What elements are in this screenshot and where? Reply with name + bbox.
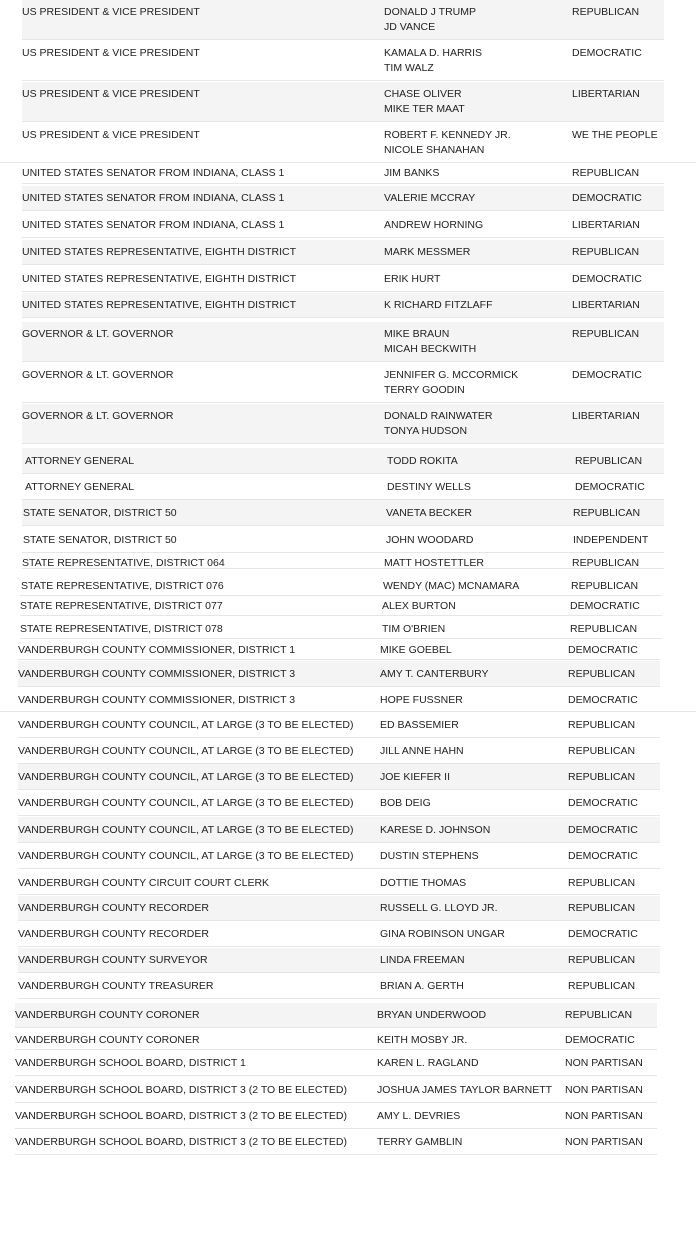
candidate-cell [377,1008,486,1023]
office-cell: US PRESIDENT & VICE PRESIDENT [22,88,200,100]
office-cell: STATE REPRESENTATIVE, DISTRICT 076 [21,580,224,592]
candidate-cell [382,599,456,614]
party-cell: DEMOCRATIC [572,273,642,285]
office-cell: US PRESIDENT & VICE PRESIDENT [22,129,200,141]
table-row [22,293,664,318]
candidate-cell [384,272,440,287]
party-cell: REPUBLICAN [568,771,636,783]
candidate-name: JILL ANNE HAHN [380,745,464,757]
office-cell: STATE SENATOR, DISTRICT 50 [23,507,177,519]
candidate-name: AMY T. CANTERBURY [380,668,489,680]
candidate-name: DESTINY WELLS [387,481,471,493]
office-cell: GOVERNOR & LT. GOVERNOR [22,369,174,381]
candidate-cell [384,327,476,356]
table-row [18,843,660,869]
party-cell: NON PARTISAN [565,1084,643,1096]
office-cell: UNITED STATES SENATOR FROM INDIANA, CLASS 1 [22,219,285,231]
candidate-cell [384,368,518,397]
party-cell: NON PARTISAN [565,1110,643,1122]
party-cell: LIBERTARIAN [572,88,640,100]
candidate-cell [380,770,450,785]
candidate-cell [377,1056,479,1071]
office-cell: UNITED STATES REPRESENTATIVE, EIGHTH DISTRICT [22,273,296,285]
office-cell: US PRESIDENT & VICE PRESIDENT [22,47,200,59]
office-cell: VANDERBURGH COUNTY CORONER [15,1034,200,1046]
office-cell: VANDERBURGH COUNTY SURVEYOR [18,954,208,966]
party-cell: REPUBLICAN [565,1009,633,1021]
table-row [22,404,664,444]
office-cell: ATTORNEY GENERAL [25,455,135,467]
candidate-cell [377,1033,467,1048]
table-row [18,896,660,921]
candidate-name: HOPE FUSSNER [380,694,463,706]
candidate-name: WENDY (MAC) MCNAMARA [383,580,520,592]
office-cell: VANDERBURGH COUNTY CORONER [15,1009,200,1021]
office-cell: UNITED STATES REPRESENTATIVE, EIGHTH DISTRICT [22,299,296,311]
candidate-name: JIM BANKS [384,167,440,179]
candidate-name: DOTTIE THOMAS [380,877,467,889]
candidate-cell [380,979,464,994]
candidate-cell [380,901,497,916]
candidate-cell [382,622,445,637]
party-cell: REPUBLICAN [568,719,636,731]
candidate-name: MARK MESSMER [384,246,471,258]
candidate-name: BRIAN A. GERTH [380,980,464,992]
office-cell: UNITED STATES SENATOR FROM INDIANA, CLASS 1 [22,192,285,204]
party-cell: INDEPENDENT [573,534,649,546]
candidate-name: MIKE BRAUN [384,328,450,340]
table-row [18,688,660,712]
candidate-name: TERRY GAMBLIN [377,1136,463,1148]
table-row [18,738,660,764]
office-cell: VANDERBURGH COUNTY COUNCIL, AT LARGE (3 TO BE ELECTED) [18,771,354,783]
party-cell: REPUBLICAN [568,877,636,889]
party-cell: REPUBLICAN [570,623,638,635]
table-row [15,1129,657,1155]
candidate-name: MIKE GOEBEL [380,644,452,656]
candidate-cell [380,744,464,759]
table-row [22,322,664,362]
office-cell: GOVERNOR & LT. GOVERNOR [22,410,174,422]
table-row [22,240,664,265]
table-row [22,500,664,526]
table-row [22,0,664,40]
candidate-name: TIM WALZ [384,61,434,74]
candidate-name: BRYAN UNDERWOOD [377,1009,487,1021]
party-cell: DEMOCRATIC [572,369,642,381]
office-cell: STATE REPRESENTATIVE, DISTRICT 078 [20,623,223,635]
table-row [15,1103,657,1129]
candidate-name: ROBERT F. KENNEDY JR. [384,129,511,141]
candidate-name: TERRY GOODIN [384,383,465,396]
party-cell: DEMOCRATIC [570,600,640,612]
candidate-name: MATT HOSTETTLER [384,557,484,569]
table-row [15,1030,657,1050]
table-row [18,790,660,816]
table-row [15,1003,657,1028]
candidate-cell [380,796,431,811]
table-row [18,974,660,999]
candidate-name: AMY L. DEVRIES [377,1110,461,1122]
office-cell: STATE REPRESENTATIVE, DISTRICT 077 [20,600,223,612]
party-cell: DEMOCRATIC [572,192,642,204]
table-row [22,474,664,500]
party-cell: DEMOCRATIC [568,644,638,656]
table-row [20,596,662,616]
table-row [20,620,662,639]
candidate-cell [380,927,505,942]
table-row [18,817,660,843]
party-cell: LIBERTARIAN [572,299,640,311]
candidate-cell [384,87,465,116]
candidate-cell [380,953,465,968]
party-cell: REPUBLICAN [568,902,636,914]
office-cell: VANDERBURGH COUNTY COUNCIL, AT LARGE (3 TO BE ELECTED) [18,745,354,757]
candidate-name: VALERIE MCCRAY [384,192,476,204]
party-cell: REPUBLICAN [571,580,639,592]
party-cell: REPUBLICAN [572,6,640,18]
office-cell: VANDERBURGH SCHOOL BOARD, DISTRICT 3 (2 TO BE ELECTED) [15,1110,347,1122]
candidate-cell [384,245,470,260]
candidate-name: GINA ROBINSON UNGAR [380,928,505,940]
table-row [18,871,660,895]
party-cell: REPUBLICAN [568,745,636,757]
office-cell: VANDERBURGH COUNTY RECORDER [18,928,209,940]
table-row [18,948,660,973]
candidate-name: NICOLE SHANAHAN [384,143,485,156]
candidate-cell [386,533,474,548]
candidate-name: JOHN WOODARD [386,534,474,546]
office-cell: US PRESIDENT & VICE PRESIDENT [22,6,200,18]
office-cell: VANDERBURGH SCHOOL BOARD, DISTRICT 3 (2 TO BE ELECTED) [15,1084,347,1096]
candidate-cell [384,128,511,157]
office-cell: VANDERBURGH COUNTY COUNCIL, AT LARGE (3 TO BE ELECTED) [18,719,354,731]
table-row [15,1050,657,1076]
party-cell: REPUBLICAN [575,455,643,467]
party-cell: DEMOCRATIC [572,47,642,59]
candidate-cell [377,1109,460,1124]
party-cell: DEMOCRATIC [568,694,638,706]
candidate-name: KEITH MOSBY JR. [377,1034,468,1046]
office-cell: VANDERBURGH COUNTY RECORDER [18,902,209,914]
candidate-name: MICAH BECKWITH [384,342,477,355]
section-divider [0,162,696,163]
table-row [22,448,664,474]
candidate-cell [383,579,519,594]
party-cell: LIBERTARIAN [572,410,640,422]
candidate-name: KAREN L. RAGLAND [377,1057,479,1069]
candidate-name: DONALD J TRUMP [384,6,476,18]
candidate-cell [384,191,475,206]
candidate-cell [377,1135,462,1150]
candidate-cell [387,454,458,469]
candidate-name: JOE KIEFER II [380,771,451,783]
candidate-cell [384,5,476,34]
candidate-cell [384,218,483,233]
table-row [22,267,664,292]
office-cell: VANDERBURGH COUNTY TREASURER [18,980,214,992]
office-cell: GOVERNOR & LT. GOVERNOR [22,328,174,340]
candidate-name: KARESE D. JOHNSON [380,824,491,836]
table-row [22,527,664,553]
office-cell: VANDERBURGH COUNTY COUNCIL, AT LARGE (3 TO BE ELECTED) [18,797,354,809]
party-cell: REPUBLICAN [568,980,636,992]
candidate-name: K RICHARD FITZLAFF [384,299,493,311]
party-cell: DEMOCRATIC [575,481,645,493]
candidate-name: CHASE OLIVER [384,88,462,100]
section-divider [0,711,696,712]
candidate-cell [384,46,482,75]
candidate-cell [386,506,472,521]
party-cell: REPUBLICAN [573,507,641,519]
candidate-cell [380,643,452,658]
candidate-name: TONYA HUDSON [384,424,468,437]
candidate-name: MIKE TER MAAT [384,102,465,115]
candidate-name: LINDA FREEMAN [380,954,465,966]
office-cell: STATE REPRESENTATIVE, DISTRICT 064 [22,557,225,569]
candidate-cell [380,718,459,733]
candidate-name: JD VANCE [384,20,436,33]
candidate-name: ANDREW HORNING [384,219,484,231]
candidate-cell [380,693,463,708]
party-cell: REPUBLICAN [568,954,636,966]
candidate-name: ED BASSEMIER [380,719,459,731]
candidate-name: JOSHUA JAMES TAYLOR BARNETT [377,1084,553,1096]
office-cell: VANDERBURGH SCHOOL BOARD, DISTRICT 3 (2 TO BE ELECTED) [15,1136,347,1148]
office-cell: STATE SENATOR, DISTRICT 50 [23,534,177,546]
candidate-cell [380,667,489,682]
candidate-cell [377,1083,552,1098]
candidate-name: DUSTIN STEPHENS [380,850,479,862]
office-cell: ATTORNEY GENERAL [25,481,135,493]
party-cell: REPUBLICAN [572,167,640,179]
candidate-name: KAMALA D. HARRIS [384,47,483,59]
party-cell: LIBERTARIAN [572,219,640,231]
party-cell: DEMOCRATIC [568,824,638,836]
candidate-name: RUSSELL G. LLOYD JR. [380,902,498,914]
party-cell: REPUBLICAN [572,557,640,569]
candidate-cell [384,556,484,571]
candidate-cell [384,298,493,313]
candidate-name: BOB DEIG [380,797,431,809]
table-row [18,712,660,738]
table-row [18,640,660,660]
table-row [18,661,660,687]
party-cell: DEMOCRATIC [565,1034,635,1046]
candidate-name: TODD ROKITA [387,455,458,467]
table-row [22,82,664,122]
candidate-name: TIM O'BRIEN [382,623,446,635]
party-cell: REPUBLICAN [568,668,636,680]
party-cell: NON PARTISAN [565,1136,643,1148]
table-row [20,576,662,596]
table-row [22,363,664,403]
office-cell: VANDERBURGH SCHOOL BOARD, DISTRICT 1 [15,1057,246,1069]
candidate-name: JENNIFER G. MCCORMICK [384,369,519,381]
table-row [15,1077,657,1103]
candidate-cell [387,480,471,495]
party-cell: REPUBLICAN [572,328,640,340]
office-cell: UNITED STATES SENATOR FROM INDIANA, CLASS 1 [22,167,285,179]
office-cell: VANDERBURGH COUNTY COUNCIL, AT LARGE (3 TO BE ELECTED) [18,850,354,862]
party-cell: DEMOCRATIC [568,797,638,809]
candidate-cell [384,166,439,181]
table-row [18,922,660,947]
office-cell: VANDERBURGH COUNTY COMMISSIONER, DISTRICT 1 [18,644,296,656]
table-row [22,556,664,569]
table-row [18,764,660,790]
candidate-name: ALEX BURTON [382,600,456,612]
party-cell: DEMOCRATIC [568,928,638,940]
table-row [22,163,664,184]
table-row [22,41,664,81]
candidate-name: ERIK HURT [384,273,441,285]
candidate-name: VANETA BECKER [386,507,472,519]
office-cell: VANDERBURGH COUNTY COMMISSIONER, DISTRICT 3 [18,668,296,680]
party-cell: WE THE PEOPLE [572,129,658,141]
party-cell: NON PARTISAN [565,1057,643,1069]
office-cell: UNITED STATES REPRESENTATIVE, EIGHTH DISTRICT [22,246,296,258]
party-cell: REPUBLICAN [572,246,640,258]
candidate-cell [380,876,466,891]
candidate-cell [380,849,479,864]
table-row [22,186,664,211]
office-cell: VANDERBURGH COUNTY CIRCUIT COURT CLERK [18,877,270,889]
table-row [22,213,664,238]
candidate-cell [380,823,490,838]
table-row [22,123,664,163]
office-cell: VANDERBURGH COUNTY COMMISSIONER, DISTRICT 3 [18,694,296,706]
candidate-cell [384,409,493,438]
office-cell: VANDERBURGH COUNTY COUNCIL, AT LARGE (3 TO BE ELECTED) [18,824,354,836]
party-cell: DEMOCRATIC [568,850,638,862]
candidate-name: DONALD RAINWATER [384,410,493,422]
